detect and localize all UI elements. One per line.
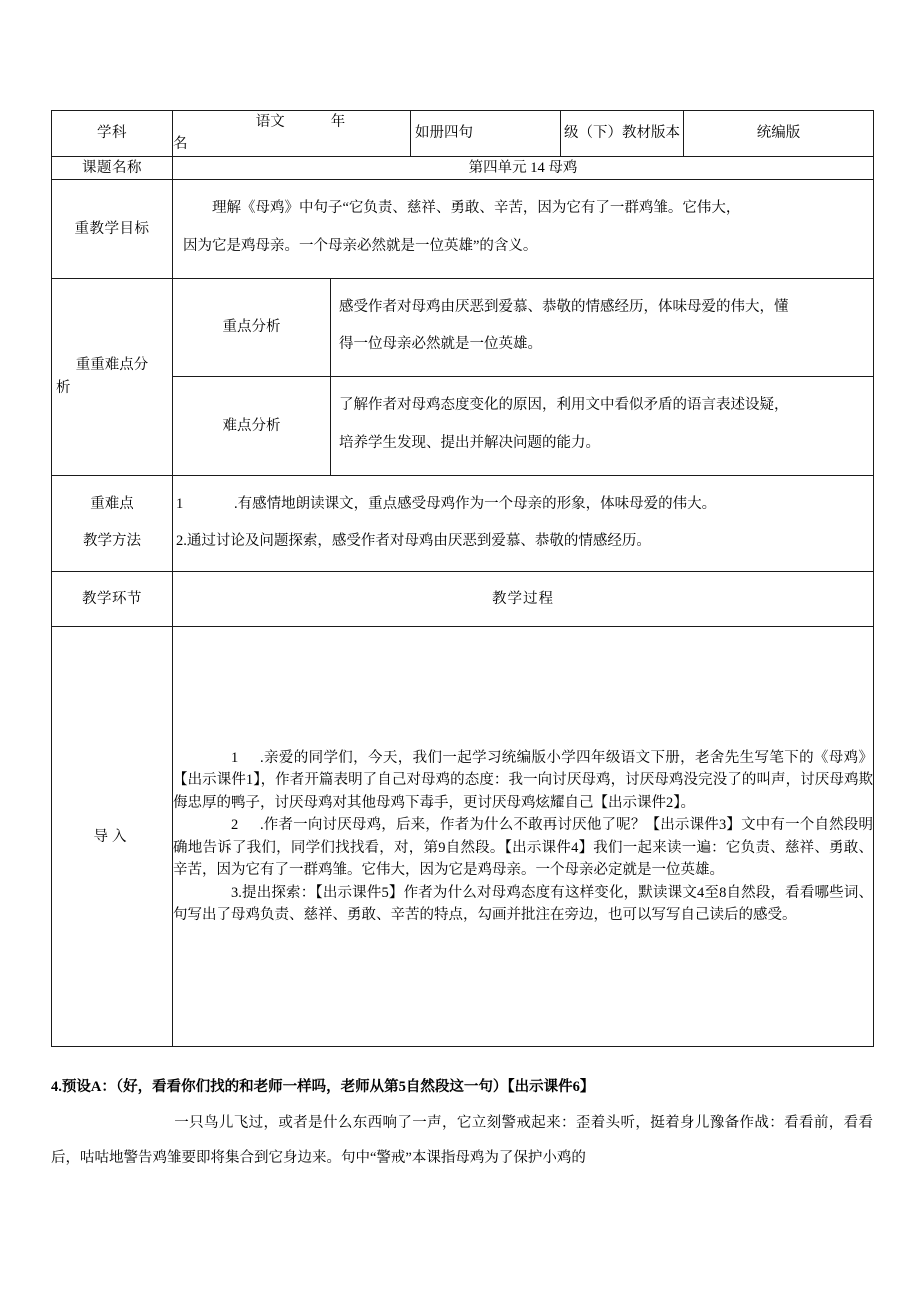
footer-line-1: 4.预设A：（好，看看你们找的和老师一样吗，老师从第5自然段这一句）【出示课件6】 <box>51 1079 595 1095</box>
method-item-1 <box>176 486 865 524</box>
subject-value-cell <box>173 111 411 157</box>
key-point-value <box>331 278 874 376</box>
lesson-plan-table <box>51 110 874 1047</box>
intro-paragraph-1 <box>173 747 873 814</box>
table-row-topic <box>52 156 874 179</box>
intro-paragraph-3-number: 3 <box>231 884 239 901</box>
method-label-line-1: 重难点 <box>90 495 134 512</box>
intro-paragraph-2 <box>173 814 873 881</box>
key-point-line-2: 得一位母亲必然就是一位英雄。 <box>339 336 542 353</box>
key-point-label: 重点分析 <box>173 278 331 376</box>
objective-value <box>173 180 874 278</box>
difficult-point-line-1: 了解作者对母鸡态度变化的原因，利用文中看似矛盾的语言表述设疑， <box>339 397 789 414</box>
intro-paragraph-2-text: .作者一向讨厌母鸡，后来，作者为什么不敢再讨厌他了呢？【出示课件3】文中有一个自然段明确地告诉了我们，同学们找找看，对，第9自然段。【出示课件4】我们一起来读一遍：它负责、慈祥、勇敢、辛苦，因为它有了一群鸡雏。它伟大，因为它是鸡母亲。一个母亲必定就是一位英雄。 <box>173 817 874 879</box>
grade-word: 年 <box>330 114 346 130</box>
difficult-point-label: 难点分析 <box>173 377 331 475</box>
key-point-line-1: 感受作者对母鸡由厌恶到爱慕、恭敬的情感经历，体味母爱的伟大，懂 <box>339 298 789 315</box>
analysis-label-line-1: 重重难点分 <box>75 357 149 374</box>
method-value <box>173 475 874 571</box>
method-item-1-number: 1 <box>176 495 184 512</box>
intro-body <box>173 627 874 1047</box>
intro-paragraph-3 <box>173 882 873 927</box>
analysis-label-line-2: 析 <box>56 379 71 396</box>
table-row-difficult-point <box>52 377 874 475</box>
process-title: 教学过程 <box>173 571 874 626</box>
objective-line-2: 因为它是鸡母亲。一个母亲必然就是一位英雄”的含义。 <box>183 238 538 255</box>
method-label <box>52 475 173 571</box>
textbook-version-value: 统编版 <box>684 111 874 157</box>
method-item-2: 2.通过讨论及问题探索，感受作者对母鸡由厌恶到爱慕、恭敬的情感经历。 <box>176 533 651 550</box>
intro-label: 导入 <box>52 627 173 1047</box>
difficult-point-value <box>331 377 874 475</box>
intro-paragraph-1-number: 1 <box>231 750 239 766</box>
topic-value: 第四单元 14 母鸡 <box>173 156 874 179</box>
table-row-objective <box>52 180 874 278</box>
name-word: 名 <box>173 136 188 153</box>
intro-paragraph-1-text: .亲爱的同学们，今天，我们一起学习统编版小学四年级语文下册，老舍先生写笔下的《母鸡》【出示课件1】，作者开篇表明了自己对母鸡的态度：我一向讨厌母鸡，讨厌母鸡没完没了的叫声，讨厌母鸡欺侮忠厚的鸭子，讨厌母鸡对其他母鸡下毒手，更讨厌母鸡炫耀自己【出示课件2】。 <box>173 750 874 811</box>
table-row-method <box>52 475 874 571</box>
table-row-key-point <box>52 278 874 376</box>
process-step-label: 教学环节 <box>52 571 173 626</box>
topic-label: 课题名称 <box>52 156 173 179</box>
subject-value: 语文 <box>255 114 285 130</box>
method-item-1-text: .有感情地朗读课文，重点感受母鸡作为一个母亲的形象，体味母爱的伟大。 <box>234 495 717 512</box>
objective-label: 重教学目标 <box>52 180 173 278</box>
footer-line-2: 一只鸟儿飞过，或者是什么东西响了一声，它立刻警戒起来：歪着头听，挺着身儿豫备作战：看看前，看看后，咕咕地警告鸡雏要即将集合到它身边来。句中“警戒”本课指母鸡为了保护小鸡的 <box>51 1114 873 1167</box>
subject-label: 学科 <box>52 111 173 157</box>
table-row-intro <box>52 627 874 1047</box>
objective-line-1: 理解《母鸡》中句子“它负责、慈祥、勇敢、辛苦，因为它有了一群鸡雏。它伟大， <box>212 200 741 217</box>
method-label-line-2: 教学方法 <box>83 533 141 550</box>
difficult-point-line-2: 培养学生发现、提出并解决问题的能力。 <box>339 434 600 451</box>
table-row-process-header <box>52 571 874 626</box>
intro-paragraph-3-text: .提出探索：【出示课件5】作者为什么对母鸡态度有这样变化，默读课文4至8自然段，看看哪些词、句写出了母鸡负责、慈祥、勇敢、辛苦的特点，勾画并批注在旁边，也可以写写自己读后的感受。 <box>173 884 874 924</box>
grade-column-value: 如册四句 <box>411 111 561 157</box>
analysis-label <box>52 278 173 475</box>
footer-text-block <box>51 1070 873 1177</box>
grade-suffix-label: 级（下）教材版本 <box>561 111 684 157</box>
intro-paragraph-2-number: 2 <box>231 817 239 834</box>
table-row-header-info <box>52 111 874 157</box>
